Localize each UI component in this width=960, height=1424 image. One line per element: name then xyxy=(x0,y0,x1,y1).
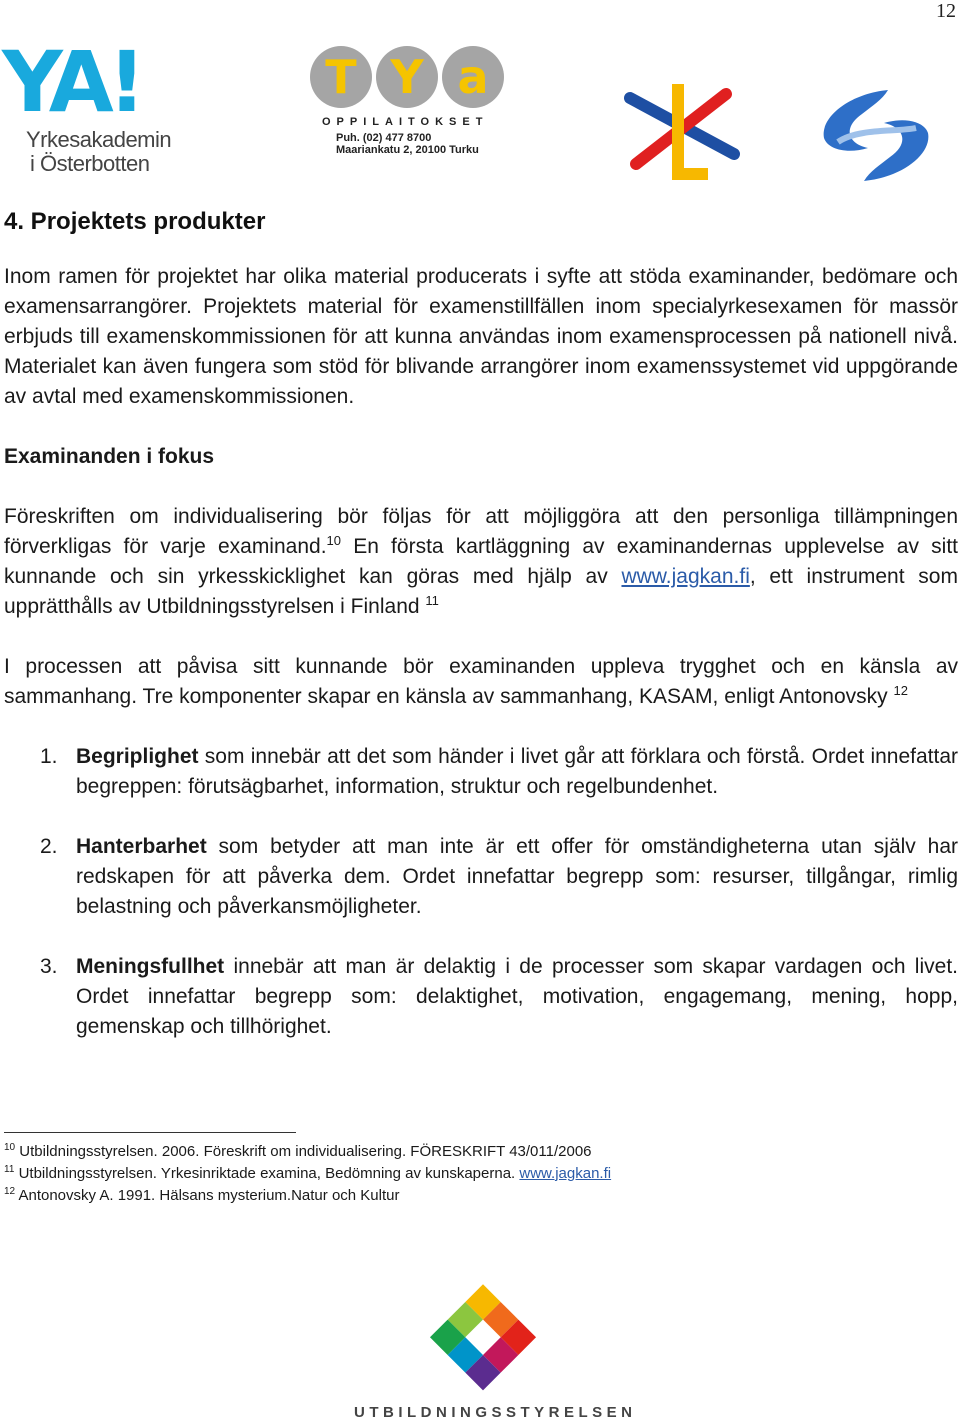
list-number: 3. xyxy=(40,955,58,978)
ya-logo-line2: i Österbotten xyxy=(30,151,150,176)
list-item xyxy=(4,742,958,802)
tya-phone: Puh. (02) 477 8700 xyxy=(336,132,432,144)
footnote-ref: 12 xyxy=(893,683,908,698)
list-number: 2. xyxy=(40,835,58,858)
main-content xyxy=(4,208,958,1072)
tya-letters xyxy=(310,46,510,108)
list-text: som innebär att det som händer i livet går att förklara och förstå. Ordet innefattar begreppen: förutsägbarhet, information, struktur och regelbundenhet. xyxy=(76,745,958,798)
footnote-11 xyxy=(4,1163,958,1185)
subheading: Examinanden i fokus xyxy=(4,445,215,468)
footnote-divider xyxy=(4,1132,296,1133)
blue-swirl-logo-icon xyxy=(818,88,934,183)
jagkan-link[interactable]: www.jagkan.fi xyxy=(621,565,750,588)
para1-text: , ett instrument som upprätthålls av Utbildningsstyrelsen i Finland xyxy=(4,565,958,618)
kasam-list xyxy=(4,742,958,1042)
list-text: innebär att man är delaktig i de processer som skapar vardagen och livet. Ordet innefattar begrepp som: delaktighet, motivation, engagemang, mening, hopp, gemenskap och tillhörighet. xyxy=(76,955,958,1038)
tya-letter: a xyxy=(442,46,504,108)
ya-logo-mark: YA! xyxy=(2,33,141,131)
ya-logo-line1: Yrkesakademin xyxy=(26,127,172,152)
tya-letter: T xyxy=(310,46,372,108)
list-item xyxy=(4,832,958,922)
footnote-text: Antonovsky A. 1991. Hälsans mysterium.Natur och Kultur xyxy=(18,1187,400,1204)
intro-paragraph: Inom ramen för projektet har olika material producerats i syfte att stöda examinander, bedömare och examensarrangörer. Projektets material för examenstillfällen inom specialyrkesexamen för massör erbjuds till examenskommissionen för att kunna användas inom examensprocessen på nationell nivå. Materialet kan även fungera som stöd för blivande arrangörer inom examenssystemet vid uppgörande av avtal med examenskommissionen. xyxy=(4,265,958,408)
list-item xyxy=(4,952,958,1042)
footnote-10 xyxy=(4,1141,958,1163)
section-heading: 4. Projektets produkter xyxy=(4,208,266,235)
footnote-number: 12 xyxy=(4,1186,16,1197)
list-text: som betyder att man inte är ett offer för omständigheterna utan själv har redskapen för att påverka dem. Ordet innefattar begrepp som: resurser, tillgångar, rimlig belastning och påverkansmöjligheter. xyxy=(76,835,958,918)
paragraph-individualisering xyxy=(4,502,958,622)
footnote-number: 11 xyxy=(4,1164,15,1175)
list-term: Hanterbarhet xyxy=(76,835,207,858)
footnote-ref: 11 xyxy=(425,593,439,608)
para1-text: En första kartläggning av examinandernas upplevelse av sitt kunnande och sin yrkesskicklighet kan göras med hjälp av xyxy=(4,535,958,588)
footnotes xyxy=(4,1132,958,1207)
list-term: Begriplighet xyxy=(76,745,199,768)
footnote-12 xyxy=(4,1185,958,1207)
list-term: Meningsfullhet xyxy=(76,955,225,978)
utbildningsstyrelsen-logo xyxy=(350,1280,637,1424)
header-logos xyxy=(0,33,960,188)
tya-logo xyxy=(310,46,510,166)
footnote-text: Utbildningsstyrelsen. 2006. Föreskrift om individualisering. FÖRESKRIFT 43/011/2006 xyxy=(19,1143,592,1160)
tya-title: OPPILAITOKSET xyxy=(322,116,489,128)
tya-letter: Y xyxy=(376,46,438,108)
paragraph-kasam xyxy=(4,652,958,712)
footnote-number: 10 xyxy=(4,1142,16,1153)
page-number: 12 xyxy=(936,0,956,22)
footnote-ref: 10 xyxy=(326,533,341,548)
footnote-text: Utbildningsstyrelsen. Yrkesinriktade examina, Bedömning av kunskaperna. xyxy=(18,1165,520,1182)
tya-address: Maariankatu 2, 20100 Turku xyxy=(336,144,479,156)
para1-text: Föreskriften om individualisering bör följas för att möjliggöra att den personliga tillämpningen förverkligas för varje examinand. xyxy=(4,505,958,558)
utbildningsstyrelsen-text: UTBILDNINGSSTYRELSEN xyxy=(354,1404,637,1421)
list-number: 1. xyxy=(40,745,58,768)
footnote-jagkan-link[interactable]: www.jagkan.fi xyxy=(519,1165,612,1182)
xl-cross-logo-icon xyxy=(622,78,742,180)
para2-text: I processen att påvisa sitt kunnande bör examinanden uppleva trygghet och en känsla av sammanhang. Tre komponenter skapar en känsla av sammanhang, KASAM, enligt Antonovsky xyxy=(4,655,958,708)
diamond-mosaic-logo-icon xyxy=(350,1280,624,1400)
ya-logo xyxy=(2,33,182,187)
